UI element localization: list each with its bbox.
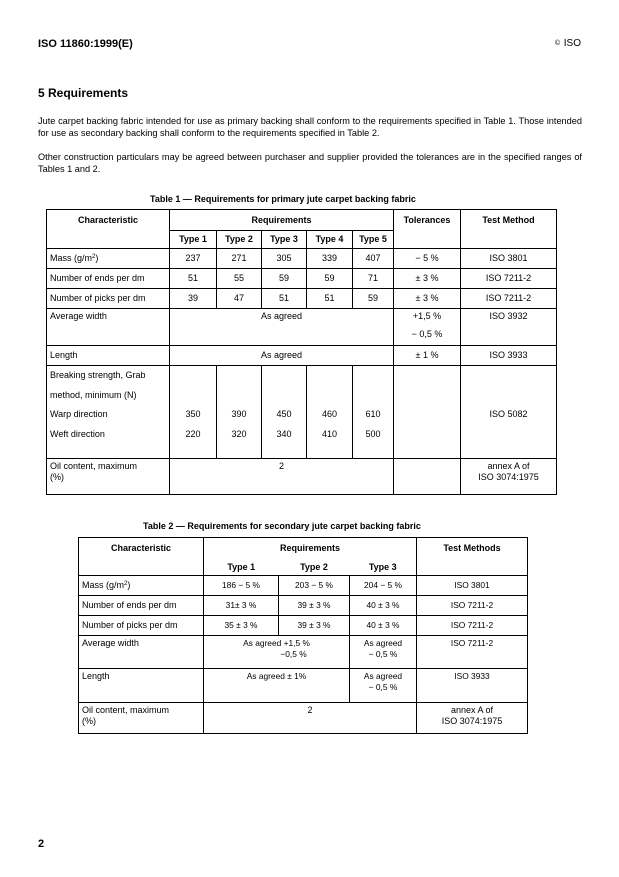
t1-picks-label: Number of picks per dm — [47, 289, 170, 309]
t2-cell: ISO 7211-2 — [417, 616, 528, 636]
table-row — [79, 636, 528, 669]
t2-cell: 31± 3 % — [204, 596, 279, 616]
t1-cell: 59 — [353, 289, 394, 309]
t2-cell: ISO 3933 — [417, 669, 528, 703]
t2-cell: 39 ± 3 % — [279, 596, 350, 616]
table-row — [79, 703, 528, 734]
t2-ends-label: Number of ends per dm — [79, 596, 204, 616]
document-id: ISO 11860:1999(E) — [38, 38, 133, 50]
t1-cell: 2 — [170, 459, 394, 495]
t1-cell: 350 220 — [170, 366, 217, 459]
t2-cell: ISO 7211-2 — [417, 596, 528, 616]
t1-cell: 305 — [262, 249, 307, 269]
table2 — [78, 537, 528, 734]
copyright-notice — [555, 38, 581, 49]
t1-width-label: Average width — [47, 309, 170, 346]
t1-cell: ISO 5082 — [461, 366, 557, 459]
t1-cell: ISO 3932 — [461, 309, 557, 346]
table-row — [79, 669, 528, 703]
t1-cell: 407 — [353, 249, 394, 269]
t2-cell: 35 ± 3 % — [204, 616, 279, 636]
table-row — [47, 309, 557, 346]
table-row — [47, 366, 557, 459]
paragraph-2: Other construction particulars may be agreed between purchaser and supplier provided the tolerances are in the specified ranges of Tables 1 and 2. — [38, 152, 582, 174]
t1-cell: annex A of ISO 3074:1975 — [461, 459, 557, 495]
copyright-symbol: © — [554, 40, 560, 47]
table-row — [47, 459, 557, 495]
t1-cell: ± 3 % — [394, 289, 461, 309]
t1-cell: As agreed — [170, 309, 394, 346]
t1-breaking-label: Breaking strength, Grab method, minimum (N) Warp direction Weft direction — [47, 366, 170, 459]
t1-cell: ISO 7211-2 — [461, 289, 557, 309]
t2-cell: 203 − 5 % — [279, 576, 350, 596]
t2-cell: 40 ± 3 % — [350, 616, 417, 636]
t1-type-header: Type 2 — [217, 231, 262, 249]
t2-cell: 39 ± 3 % — [279, 616, 350, 636]
t2-cell: 2 — [204, 703, 417, 734]
table-row — [47, 269, 557, 289]
table-row — [47, 249, 557, 269]
t2-cell: 204 − 5 % — [350, 576, 417, 596]
t1-cell: 610 500 — [353, 366, 394, 459]
table2-caption: Table 2 — Requirements for secondary jute carpet backing fabric — [143, 521, 421, 531]
t1-cell: 39 — [170, 289, 217, 309]
t2-width-label: Average width — [79, 636, 204, 669]
table-row — [79, 596, 528, 616]
t2-length-label: Length — [79, 669, 204, 703]
t1-cell: 51 — [307, 289, 353, 309]
t1-oil-label: Oil content, maximum (%) — [47, 459, 170, 495]
t2-picks-label: Number of picks per dm — [79, 616, 204, 636]
t2-cell: ISO 7211-2 — [417, 636, 528, 669]
table-row — [47, 289, 557, 309]
page-number: 2 — [38, 838, 45, 850]
t2-header-requirements: Requirements — [204, 538, 417, 559]
t2-type-header: Type 1 — [204, 559, 279, 576]
t1-cell: ± 3 % — [394, 269, 461, 289]
t1-cell: ISO 7211-2 — [461, 269, 557, 289]
t1-cell: 51 — [262, 289, 307, 309]
t1-header-characteristic: Characteristic — [47, 210, 170, 231]
t2-type-header: Type 2 — [300, 561, 328, 572]
t1-cell: ISO 3801 — [461, 249, 557, 269]
t1-mass-label: Mass $(g/m^2)$ — [47, 249, 170, 269]
t1-cell: 55 — [217, 269, 262, 289]
t1-cell: 59 — [262, 269, 307, 289]
t2-cell: 186 − 5 % — [204, 576, 279, 596]
t1-cell: ISO 3933 — [461, 346, 557, 366]
t1-cell: 460 410 — [307, 366, 353, 459]
t2-cell: As agreed − 0,5 % — [350, 636, 417, 669]
t1-cell: − 5 % — [394, 249, 461, 269]
copyright-org: ISO — [563, 38, 581, 49]
t1-header-tolerances: Tolerances — [394, 210, 461, 231]
table-row — [47, 346, 557, 366]
t1-type-header: Type 4 — [307, 231, 353, 249]
t1-type-header: Type 3 — [262, 231, 307, 249]
t1-cell: +1,5 % − 0,5 % — [394, 309, 461, 346]
t2-cell: As agreed ± 1% — [204, 669, 350, 703]
t1-cell: 271 — [217, 249, 262, 269]
t1-cell: 47 — [217, 289, 262, 309]
t2-oil-label: Oil content, maximum (%) — [79, 703, 204, 734]
t2-type-header: Type 3 — [350, 559, 417, 576]
t1-ends-label: Number of ends per dm — [47, 269, 170, 289]
t1-cell: 390 320 — [217, 366, 262, 459]
t1-cell: 339 — [307, 249, 353, 269]
t2-header-characteristic: Characteristic — [79, 538, 204, 559]
t1-length-label: Length — [47, 346, 170, 366]
table-row — [79, 616, 528, 636]
t2-mass-label: Mass $(g/m^2)$ — [79, 576, 204, 596]
table-row — [79, 576, 528, 596]
t1-cell: 51 — [170, 269, 217, 289]
table1 — [46, 209, 557, 495]
t1-cell: 59 — [307, 269, 353, 289]
paragraph-1: Jute carpet backing fabric intended for use as primary backing shall conform to the requirements specified in Table 1. Those intended for use as secondary backing shall conform to the requirements specified in Table 2. — [38, 116, 582, 138]
t1-cell: As agreed — [170, 346, 394, 366]
t2-header-test-methods: Test Methods — [417, 538, 528, 559]
t2-cell: ISO 3801 — [417, 576, 528, 596]
t1-cell: 237 — [170, 249, 217, 269]
t2-cell: annex A of ISO 3074:1975 — [417, 703, 528, 734]
t1-type-header: Type 5 — [353, 231, 394, 249]
table1-caption: Table 1 — Requirements for primary jute carpet backing fabric — [150, 194, 416, 204]
t2-cell: 40 ± 3 % — [350, 596, 417, 616]
section-title: 5 Requirements — [38, 86, 129, 100]
t2-cell: As agreed +1,5 % −0,5 % — [204, 636, 350, 669]
t1-cell: 450 340 — [262, 366, 307, 459]
t1-header-requirements: Requirements — [170, 210, 394, 231]
t1-cell: ± 1 % — [394, 346, 461, 366]
t1-header-test-method: Test Method — [461, 210, 557, 231]
t1-type-header: Type 1 — [170, 231, 217, 249]
t2-cell: As agreed − 0,5 % — [350, 669, 417, 703]
t1-cell: 71 — [353, 269, 394, 289]
